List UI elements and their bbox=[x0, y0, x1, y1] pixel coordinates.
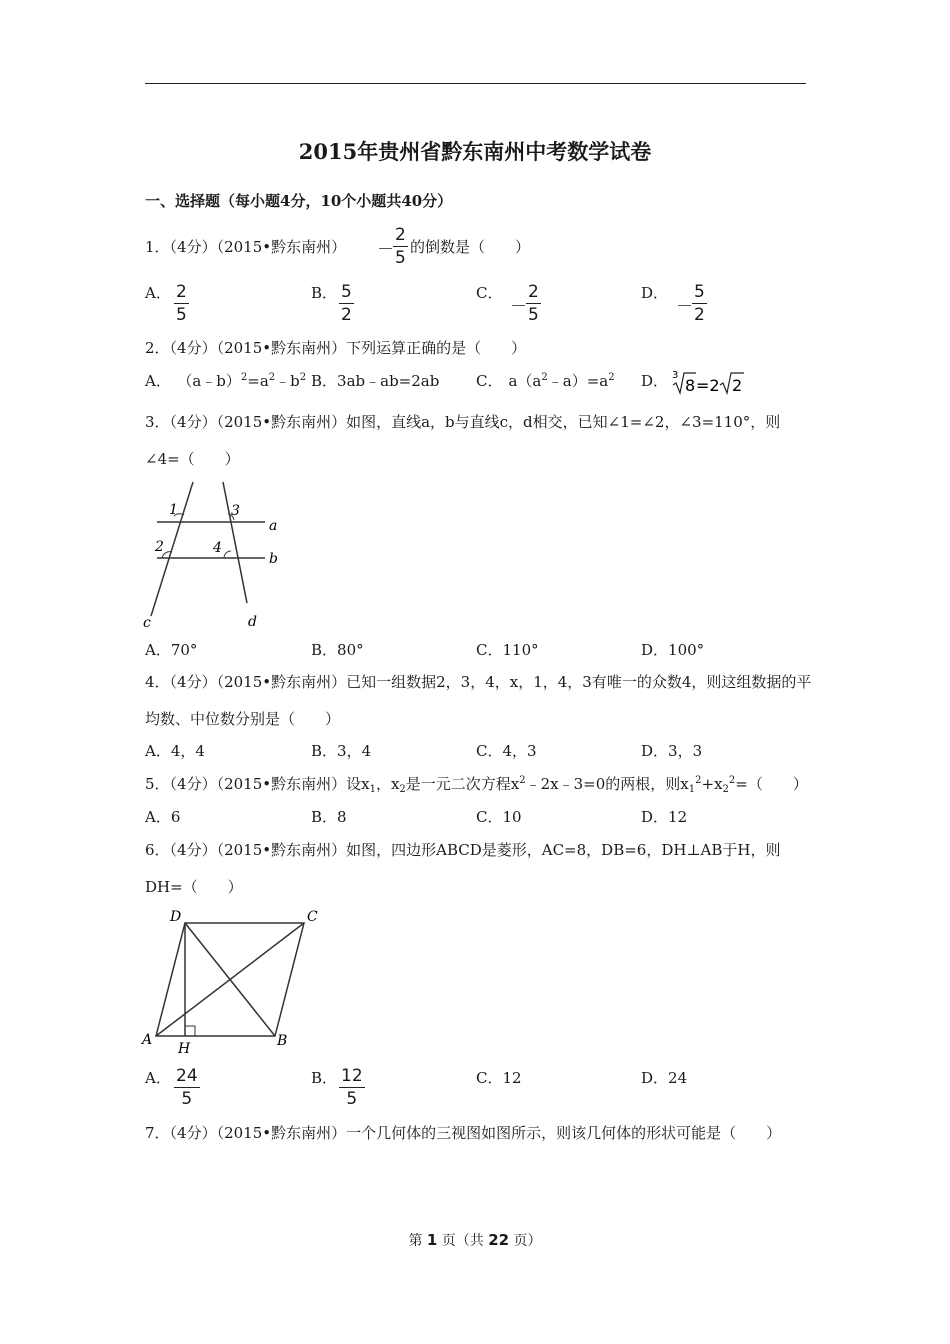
q4-option-c: C．4，3 bbox=[476, 742, 537, 760]
q7-stem: 7．（4分）（2015•黔东南州）一个几何体的三视图如图所示，则该几何体的形状可能是（ ） bbox=[145, 1124, 782, 1142]
label-2: 2 bbox=[155, 539, 164, 555]
q4-stem-line1: 4．（4分）（2015•黔东南州）已知一组数据2，3，4，x，1，4，3有唯一的众数4，则这组数据的平 bbox=[145, 673, 812, 691]
diagonal-db bbox=[185, 923, 275, 1036]
q6-option-a-label: A． bbox=[145, 1069, 171, 1087]
section-heading: 一、选择题（每小题4分，10个小题共40分） bbox=[145, 192, 453, 210]
q4-stem-line2: 均数、中位数分别是（ ） bbox=[145, 710, 341, 728]
label-b: b bbox=[269, 551, 278, 567]
page-title: 2015年贵州省黔东南州中考数学试卷 bbox=[298, 139, 652, 164]
page-footer: 第 1 页（共 22 页） bbox=[408, 1231, 542, 1249]
q1-option-c-label: C． bbox=[476, 284, 503, 302]
q6-stem-line1: 6．（4分）（2015•黔东南州）如图，四边形ABCD是菱形，AC=8，DB=6，DH⊥AB于H，则 bbox=[145, 841, 781, 859]
label-a: A bbox=[142, 1032, 153, 1048]
q6-option-c: C．12 bbox=[476, 1069, 522, 1087]
label-c: C bbox=[307, 909, 318, 925]
q1-fraction: $\frac{2}{5}$ bbox=[395, 225, 406, 268]
label-b: B bbox=[277, 1033, 288, 1049]
q6-option-b-fraction: $\frac{12}{5}$ bbox=[341, 1066, 363, 1109]
label-c: c bbox=[143, 615, 151, 631]
q4-option-d: D．3，3 bbox=[641, 742, 703, 760]
q3-figure bbox=[140, 478, 290, 633]
q1-option-b-fraction: $\frac{5}{2}$ bbox=[341, 282, 352, 325]
right-angle-mark bbox=[185, 1026, 195, 1036]
q5-option-a: A．6 bbox=[145, 808, 181, 826]
q4-option-a: A．4，4 bbox=[145, 742, 205, 760]
q5-option-d: D．12 bbox=[641, 808, 688, 826]
q2-option-a: A． $(a﹣b)^2=a^2﹣b^2$ bbox=[145, 372, 307, 390]
q6-option-a-fraction: $\frac{24}{5}$ bbox=[176, 1066, 198, 1109]
q5-stem: 5．（4分）（2015•黔东南州）设$x_1$，$x_2$是一元二次方程$x^2﹣2x﹣3=0$的两根，则$x_1^2+x_2^2=$（ ） bbox=[145, 775, 808, 795]
q3-option-c: C．110° bbox=[476, 641, 539, 659]
radicand-1: 8 bbox=[685, 376, 696, 395]
q1-option-c-neg: － bbox=[510, 297, 527, 317]
label-a: a bbox=[269, 518, 278, 534]
angle-4-arc bbox=[224, 551, 231, 558]
q3-stem-line2: ∠4=（ ） bbox=[145, 450, 240, 468]
q2-option-b: B．3ab﹣ab=2ab bbox=[311, 372, 440, 390]
q1-stem: 1．（4分）（2015•黔东南州） bbox=[145, 238, 347, 256]
q1-option-a-fraction: $\frac{2}{5}$ bbox=[176, 282, 187, 325]
radical-index: 3 bbox=[672, 370, 679, 381]
q2-stem: 2．（4分）（2015•黔东南州）下列运算正确的是（ ） bbox=[145, 339, 527, 357]
q2-option-d-label: D． bbox=[641, 372, 669, 390]
label-3: 3 bbox=[231, 503, 240, 519]
q2-option-d-radical bbox=[670, 368, 750, 398]
q3-stem-line1: 3．（4分）（2015•黔东南州）如图，直线a，b与直线c，d相交，已知∠1=∠2，∠3=110°，则 bbox=[145, 413, 781, 431]
label-h: H bbox=[178, 1041, 191, 1057]
q1-option-a-label: A． bbox=[145, 284, 171, 302]
q3-option-a: A．70° bbox=[145, 641, 198, 659]
q3-option-d: D．100° bbox=[641, 641, 705, 659]
q1-option-d-neg: － bbox=[676, 297, 693, 317]
header-rule bbox=[145, 83, 806, 84]
q6-option-d: D．24 bbox=[641, 1069, 688, 1087]
q5-option-b: B．8 bbox=[311, 808, 347, 826]
q1-stem-tail: 的倒数是（ ） bbox=[410, 238, 531, 256]
label-1: 1 bbox=[169, 502, 178, 518]
label-4: 4 bbox=[213, 540, 222, 556]
line-d bbox=[223, 482, 247, 603]
q5-option-c: C．10 bbox=[476, 808, 522, 826]
q2-option-c: C． $a(a^2﹣a)=a^2$ bbox=[476, 372, 615, 390]
q1-neg-sign: － bbox=[377, 240, 394, 260]
q1-option-b-label: B． bbox=[311, 284, 338, 302]
q1-option-d-fraction: $\frac{5}{2}$ bbox=[694, 282, 705, 325]
q1-option-c-fraction: $\frac{2}{5}$ bbox=[528, 282, 539, 325]
q1-option-d-label: D． bbox=[641, 284, 669, 302]
q6-figure bbox=[140, 905, 325, 1060]
q4-option-b: B．3，4 bbox=[311, 742, 372, 760]
q6-option-b-label: B． bbox=[311, 1069, 338, 1087]
radical-equals: =2 bbox=[696, 376, 720, 395]
q3-option-b: B．80° bbox=[311, 641, 364, 659]
label-d: D bbox=[170, 909, 182, 925]
label-d: d bbox=[248, 614, 257, 630]
radicand-2: 2 bbox=[732, 376, 743, 395]
q6-stem-line2: DH=（ ） bbox=[145, 878, 243, 896]
